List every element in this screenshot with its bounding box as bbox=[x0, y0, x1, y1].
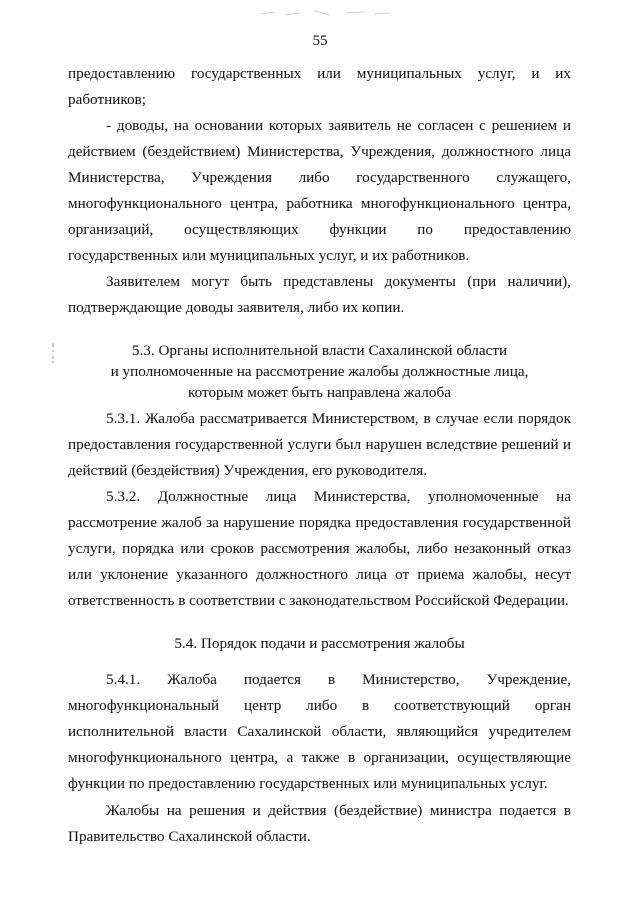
scan-artifact bbox=[255, 6, 395, 20]
paragraph-minister-complaints: Жалобы на решения и действия (бездействие) министра подается в Правительство Сахалинской области. bbox=[68, 802, 571, 845]
heading-line: и уполномоченные на рассмотрение жалобы должностные лица, bbox=[110, 363, 529, 380]
paragraph-continuation: предоставлению государственных или муниципальных услуг, и их работников; bbox=[68, 65, 571, 108]
paragraph-5-3-1: 5.3.1. Жалоба рассматривается Министерством, в случае если порядок предоставления государственной услуги был нарушен вследствие решений и действий (бездействия) Учреждения, его руководителя. bbox=[68, 410, 571, 479]
heading-line: которым может быть направлена жалоба bbox=[188, 384, 451, 401]
paragraph-5-4-1: 5.4.1. Жалоба подается в Министерство, Учреждение, многофункциональный центр либо в соответствующий орган исполнительной власти Сахалинской области, являющийся учредителем многофункционального центра, а также в организации, осуществляющие функции по предоставлению государственных или муниципальных услуг. bbox=[68, 671, 571, 792]
paragraph-documents: Заявителем могут быть представлены документы (при наличии), подтверждающие доводы заявителя, либо их копии. bbox=[68, 273, 571, 316]
scan-margin-mark bbox=[50, 342, 56, 364]
section-heading-5-3 bbox=[68, 340, 571, 403]
paragraph-5-3-2: 5.3.2. Должностные лица Министерства, уполномоченные на рассмотрение жалоб за нарушение порядка предоставления государственной услуги, порядка или сроков рассмотрения жалобы, либо незаконный отказ или уклонение указанного должностного лица от приема жалобы, несут ответственность в соответствии с законодательством Российской Федерации. bbox=[68, 488, 571, 609]
page-number: 55 bbox=[312, 33, 328, 49]
section-heading-5-4: 5.4. Порядок подачи и рассмотрения жалобы bbox=[174, 635, 465, 652]
heading-line: 5.3. Органы исполнительной власти Сахалинской области bbox=[131, 342, 508, 359]
paragraph-arguments: - доводы, на основании которых заявитель не согласен с решением и действием (бездействием) Министерства, Учреждения, должностного лица Министерства, Учреждения либо государственного служащего, многофункционального центра, работника многофункционального центра, организаций, осуществляющих функции по предоставлению государственных или муниципальных услуг, и их работников. bbox=[68, 117, 571, 264]
